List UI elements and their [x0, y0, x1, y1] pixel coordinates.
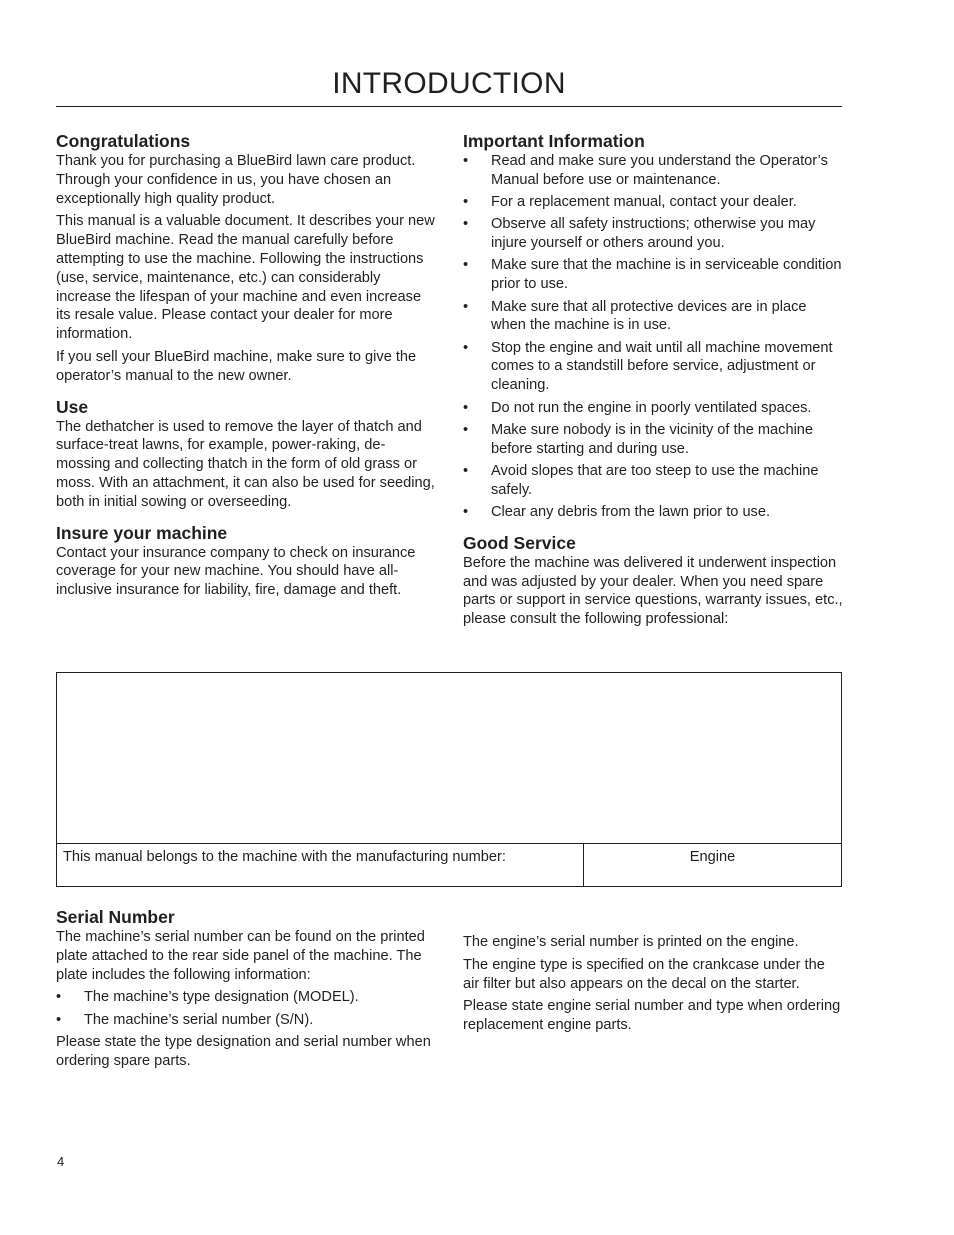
list-item: • Stop the engine and wait until all machine movement comes to a standstill before service, adjustment or cleaning. [463, 339, 833, 394]
list-item: • The machine’s serial number (S/N). [56, 1011, 314, 1028]
list-item: • Read and make sure you understand the Operator’s Manual before use or maintenance. [463, 153, 828, 188]
serial-number-section [56, 906, 438, 1075]
right-column [463, 130, 845, 639]
bullet-icon: • [56, 1011, 62, 1028]
bullet-icon: • [463, 421, 469, 438]
list-item: • Clear any debris from the lawn prior to use. [463, 504, 771, 521]
congratulations-paragraph: Thank you for purchasing a BlueBird lawn care product. Through your confidence in us, you have chosen an exceptionally high quality product. [56, 153, 416, 207]
bullet-icon: • [463, 462, 469, 479]
bullet-icon: • [463, 339, 469, 356]
title-divider [56, 106, 842, 107]
serial-intro: The machine’s serial number can be found on the printed plate attached to the rear side panel of the machine. The plate includes the following information: [56, 929, 425, 983]
engine-label: Engine [689, 849, 736, 865]
engine-paragraph: The engine’s serial number is printed on the engine. [463, 934, 799, 950]
page-title: INTRODUCTION [332, 67, 566, 100]
good-service-section [463, 532, 845, 629]
engine-paragraph: The engine type is specified on the crankcase under the air filter but also appears on the decal on the starter. [463, 956, 825, 992]
insure-heading: Insure your machine [56, 522, 228, 543]
manufacturing-number-row [57, 843, 841, 887]
page-number: 4 [57, 1154, 65, 1169]
manufacturing-number-label: This manual belongs to the machine with the manufacturing number: [57, 844, 584, 887]
list-item: • Avoid slopes that are too steep to use the machine safely. [463, 462, 819, 498]
serial-list [56, 988, 438, 1029]
bullet-icon: • [463, 194, 469, 211]
list-item: • The machine’s type designation (MODEL). [56, 989, 359, 1006]
good-service-paragraph: Before the machine was delivered it underwent inspection and was adjusted by your dealer. When you need spare parts or support in service questions, warranty issues, etc., please consult the following professional: [463, 554, 843, 628]
bullet-icon: • [463, 504, 469, 521]
engine-paragraph: Please state engine serial number and type when ordering replacement engine parts. [463, 998, 841, 1034]
list-item: • Do not run the engine in poorly ventilated spaces. [463, 399, 812, 416]
use-section [56, 396, 438, 512]
good-service-heading: Good Service [463, 532, 576, 553]
congratulations-paragraph: This manual is a valuable document. It describes your new BlueBird machine. Read the manual carefully before attempting to use the machine. Following the instructions (use, service, maintenance, etc.) can considerably increase the lifespan of your machine and even increase its resale value. Please contact your dealer for more information. [56, 213, 435, 343]
congratulations-heading: Congratulations [56, 131, 191, 151]
dealer-info-box [56, 672, 842, 887]
congratulations-section [56, 130, 438, 386]
use-heading: Use [56, 396, 89, 417]
serial-heading: Serial Number [56, 907, 175, 927]
bullet-icon: • [463, 153, 469, 169]
serial-closing: Please state the type designation and serial number when ordering spare parts. [56, 1033, 431, 1069]
important-heading: Important Information [463, 131, 645, 151]
important-list [463, 152, 845, 522]
bullet-icon: • [463, 216, 469, 233]
list-item: • For a replacement manual, contact your dealer. [463, 194, 797, 211]
bullet-icon: • [56, 989, 62, 1006]
bullet-icon: • [463, 257, 469, 274]
bullet-icon: • [463, 298, 469, 315]
engine-serial-section [463, 933, 845, 1039]
use-paragraph: The dethatcher is used to remove the layer of thatch and surface-treat lawns, for example, power-raking, de-mossing and collecting thatch in the form of old grass or moss. With an attachment, it can also be used for seeding, both in initial sowing or overseeding. [56, 418, 435, 510]
list-item: • Make sure that the machine is in serviceable condition prior to use. [463, 257, 842, 293]
list-item: • Make sure nobody is in the vicinity of the machine before starting and during use. [463, 421, 814, 457]
important-section [463, 130, 845, 522]
list-item: • Observe all safety instructions; otherwise you may injure yourself or others around you. [463, 216, 816, 252]
insure-paragraph: Contact your insurance company to check on insurance coverage for your new machine. You should have all-inclusive insurance for liability, fire, damage and theft. [56, 544, 416, 599]
bullet-icon: • [463, 399, 469, 416]
list-item: • Make sure that all protective devices are in place when the machine is in use. [463, 298, 807, 334]
left-column [56, 130, 438, 610]
insure-section [56, 522, 438, 600]
congratulations-paragraph: If you sell your BlueBird machine, make sure to give the operator’s manual to the new owner. [56, 348, 417, 384]
